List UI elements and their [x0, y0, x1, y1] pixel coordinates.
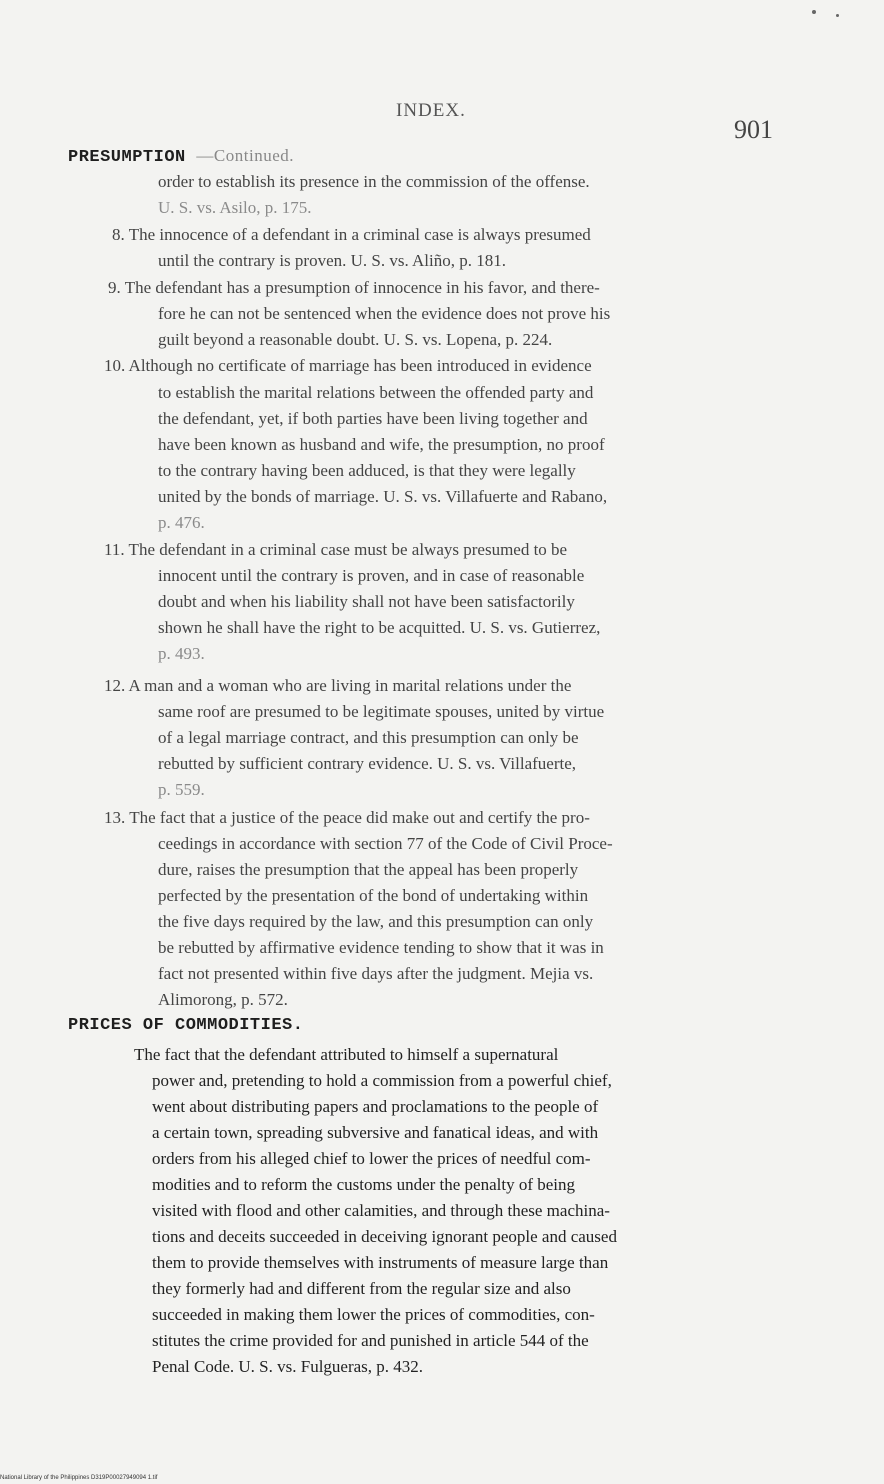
- entry-line: fore he can not be sentenced when the evidence does not prove his: [158, 304, 611, 323]
- entry-line: stitutes the crime provided for and punished in article 544 of the: [152, 1331, 589, 1350]
- entry-line: they formerly had and different from the regular size and also: [152, 1279, 571, 1298]
- entry-line: Penal Code. U. S. vs. Fulgueras, p. 432.: [152, 1357, 424, 1376]
- entry-line: have been known as husband and wife, the presumption, no proof: [158, 435, 605, 454]
- speck: [812, 10, 816, 14]
- entry-line: power and, pretending to hold a commission from a powerful chief,: [152, 1071, 612, 1090]
- entry-line: until the contrary is proven. U. S. vs. Aliño, p. 181.: [158, 251, 507, 270]
- entry-line: p. 493.: [158, 644, 205, 663]
- speck: [836, 14, 839, 17]
- entry-line: order to establish its presence in the commission of the offense.: [158, 172, 590, 191]
- entry-line: rebutted by sufficient contrary evidence. U. S. vs. Villafuerte,: [158, 754, 577, 773]
- entry-line: to establish the marital relations between the offended party and: [158, 383, 594, 402]
- entry-line: ceedings in accordance with section 77 of the Code of Civil Proce-: [158, 834, 613, 853]
- section-heading-presumption: PRESUMPTION —Continued.: [68, 146, 295, 167]
- entry-line: innocent until the contrary is proven, and in case of reasonable: [158, 566, 585, 585]
- entry-line: united by the bonds of marriage. U. S. vs. Villafuerte and Rabano,: [158, 487, 608, 506]
- entry-line: tions and deceits succeeded in deceiving ignorant people and caused: [152, 1227, 617, 1246]
- entry-line: shown he shall have the right to be acquitted. U. S. vs. Gutierrez,: [158, 618, 601, 637]
- entry-line: be rebutted by affirmative evidence tending to show that it was in: [158, 938, 604, 957]
- entry-line: a certain town, spreading subversive and fanatical ideas, and with: [152, 1123, 599, 1142]
- entry-line: visited with flood and other calamities, and through these machina-: [152, 1201, 610, 1220]
- entry-line: the defendant, yet, if both parties have been living together and: [158, 409, 588, 428]
- entry-line: guilt beyond a reasonable doubt. U. S. vs. Lopena, p. 224.: [158, 330, 553, 349]
- entry-line: 10. Although no certificate of marriage has been introduced in evidence: [104, 356, 592, 375]
- running-header: INDEX.: [396, 100, 466, 121]
- entry-line: 12. A man and a woman who are living in marital relations under the: [104, 676, 572, 695]
- entry-line: to the contrary having been adduced, is that they were legally: [158, 461, 576, 480]
- entry-line: them to provide themselves with instruments of measure large than: [152, 1253, 609, 1272]
- entry-line: orders from his alleged chief to lower the prices of needful com-: [152, 1149, 591, 1168]
- entry-line: 13. The fact that a justice of the peace did make out and certify the pro-: [104, 808, 590, 827]
- entry-line: p. 476.: [158, 513, 205, 532]
- entry-line: dure, raises the presumption that the appeal has been properly: [158, 860, 579, 879]
- entry-line: fact not presented within five days after the judgment. Mejia vs.: [158, 964, 594, 983]
- entry-line: Alimorong, p. 572.: [158, 990, 288, 1009]
- entry-line: The fact that the defendant attributed to himself a supernatural: [134, 1045, 559, 1064]
- entry-line: U. S. vs. Asilo, p. 175.: [158, 198, 312, 217]
- entry-line: 11. The defendant in a criminal case must be always presumed to be: [104, 540, 568, 559]
- page-number: 901: [734, 115, 773, 144]
- entry-line: p. 559.: [158, 780, 205, 799]
- entry-line: of a legal marriage contract, and this presumption can only be: [158, 728, 579, 747]
- scan-footer: National Library of the Philippines D319P00027949094 1.tif: [0, 1475, 158, 1481]
- entry-line: modities and to reform the customs under the penalty of being: [152, 1175, 576, 1194]
- section-heading-prices-of-commodities: PRICES OF COMMODITIES.: [68, 1016, 304, 1035]
- entry-line: perfected by the presentation of the bond of undertaking within: [158, 886, 589, 905]
- entry-line: 8. The innocence of a defendant in a criminal case is always presumed: [112, 225, 591, 244]
- entry-line: the five days required by the law, and this presumption can only: [158, 912, 594, 931]
- entry-line: same roof are presumed to be legitimate spouses, united by virtue: [158, 702, 605, 721]
- entry-line: succeeded in making them lower the prices of commodities, con-: [152, 1305, 595, 1324]
- entry-line: went about distributing papers and proclamations to the people of: [152, 1097, 599, 1116]
- entry-line: 9. The defendant has a presumption of innocence in his favor, and there-: [108, 278, 600, 297]
- entry-line: doubt and when his liability shall not have been satisfactorily: [158, 592, 575, 611]
